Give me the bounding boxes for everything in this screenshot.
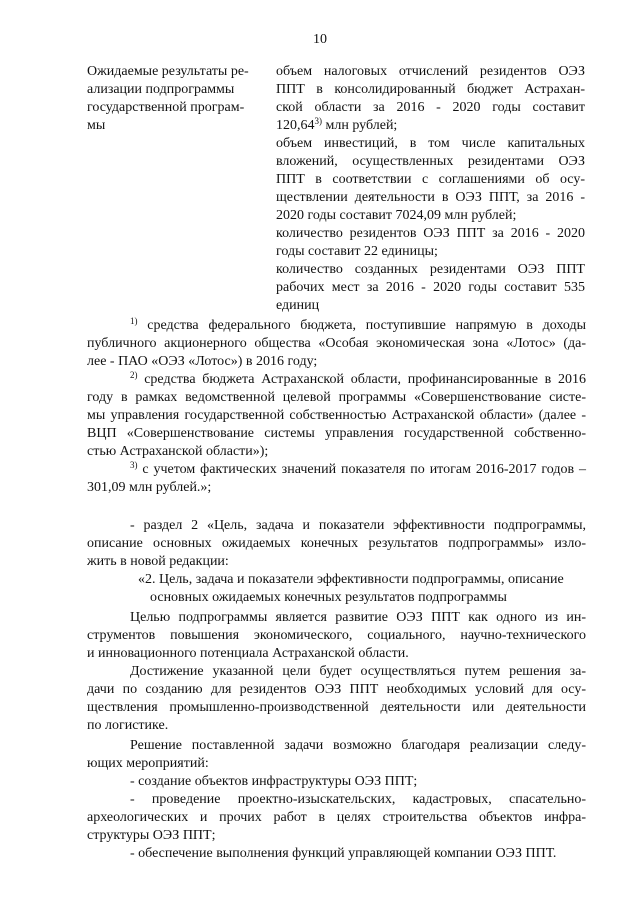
footnote-line: мы управления государственной собственностью Астраханской области» (далее - xyxy=(87,408,586,423)
section-heading-line: «2. Цель, задача и показатели эффективности подпрограммы, описание xyxy=(138,572,564,587)
body-line: ществления промышленно-производственной деятельности или деятельности xyxy=(87,700,586,715)
list-item: археологических и прочих работ в целях строительства объектов инфра- xyxy=(87,810,586,825)
footnote-line: году в рамках ведомственной целевой программы «Совершенствование систе- xyxy=(87,390,586,405)
body-line: Решение поставленной задачи возможно благодаря реализации следу- xyxy=(130,738,586,753)
table-right-line: ППТ в соответствии с соглашениями об осу- xyxy=(276,172,585,187)
list-item: - проведение проектно-изыскательских, кадастровых, спасательно- xyxy=(130,792,586,807)
table-right-line: 2020 годы составит 7024,09 млн рублей; xyxy=(276,208,517,223)
footnote-line: публичного акционерного общества «Особая экономическая зона «Лотос» (да- xyxy=(87,336,586,351)
table-right-line: рабочих мест за 2016 - 2020 годы составит 535 xyxy=(276,280,585,295)
footnote-marker: 1) xyxy=(130,316,138,326)
footnote-line: стью Астраханской области»); xyxy=(87,444,269,459)
table-right-line: годы составит 22 единицы; xyxy=(276,244,438,259)
list-item: - создание объектов инфраструктуры ОЭЗ ППТ; xyxy=(130,774,418,789)
section-heading-line: основных ожидаемых конечных результатов подпрограммы xyxy=(150,590,507,605)
table-left-line: ализации подпрограммы xyxy=(87,82,235,97)
table-right-line: количество резидентов ОЭЗ ППТ за 2016 - 2020 xyxy=(276,226,585,241)
footnote-marker: 3) xyxy=(314,116,322,126)
table-right-line: ППТ в консолидированный бюджет Астрахан- xyxy=(276,82,585,97)
table-right-line: объем налоговых отчислений резидентов ОЭЗ xyxy=(276,64,585,79)
body-line: по логистике. xyxy=(87,718,169,733)
footnote-line: $^{1)}$ средства федерального бюджета, поступившие напрямую в доходы xyxy=(130,316,586,333)
footnote-line: ВЦП «Совершенствование системы управления государственной собственно- xyxy=(87,426,586,441)
body-line: жить в новой редакции: xyxy=(87,554,229,569)
footnote-marker: 2) xyxy=(130,370,138,380)
table-right-line: вложений, осуществленных резидентами ОЭЗ xyxy=(276,154,585,169)
list-item: структуры ОЭЗ ППТ; xyxy=(87,828,216,843)
table-left-line: государственной програм- xyxy=(87,100,245,115)
body-line: Достижение указанной цели будет осуществляться путем решения за- xyxy=(130,664,586,679)
footnote-marker: 3) xyxy=(130,460,138,470)
table-right-line: 120,64$^{3)}$ млн рублей; xyxy=(276,116,398,133)
footnote-line: $^{2)}$ средства бюджета Астраханской области, профинансированные в 2016 xyxy=(130,370,586,387)
body-line: описание основных ожидаемых конечных результатов подпрограммы» изло- xyxy=(87,536,586,551)
footnote-line: лее - ПАО «ОЭЗ «Лотос») в 2016 году; xyxy=(87,354,318,369)
footnote-line: 301,09 млн рублей.»; xyxy=(87,480,212,495)
page-number: 10 xyxy=(313,32,327,47)
body-line: ющих мероприятий: xyxy=(87,756,209,771)
body-line: дачи по созданию для резидентов ОЭЗ ППТ необходимых условий для осу- xyxy=(87,682,586,697)
footnote-line: $^{3)}$ с учетом фактических значений показателя по итогам 2016-2017 годов – xyxy=(130,460,586,477)
table-right-line: единиц xyxy=(276,298,320,313)
table-right-line: ской области за 2016 - 2020 годы составит xyxy=(276,100,585,115)
body-line: струментов повышения экономического, социального, научно-технического xyxy=(87,628,586,643)
table-left-line: Ожидаемые результаты ре- xyxy=(87,64,249,79)
body-line: - раздел 2 «Цель, задача и показатели эффективности подпрограммы, xyxy=(130,518,586,533)
body-line: Целью подпрограммы является развитие ОЭЗ ППТ как одного из ин- xyxy=(130,610,586,625)
list-item: - обеспечение выполнения функций управляющей компании ОЭЗ ППТ. xyxy=(130,846,557,861)
table-right-line: объем инвестиций, в том числе капитальных xyxy=(276,136,585,151)
table-left-line: мы xyxy=(87,118,106,133)
table-right-line: ществлении деятельности в ОЭЗ ППТ, за 2016 - xyxy=(276,190,585,205)
body-line: и инновационного потенциала Астраханской области. xyxy=(87,646,409,661)
table-right-line: количество созданных резидентами ОЭЗ ППТ xyxy=(276,262,585,277)
